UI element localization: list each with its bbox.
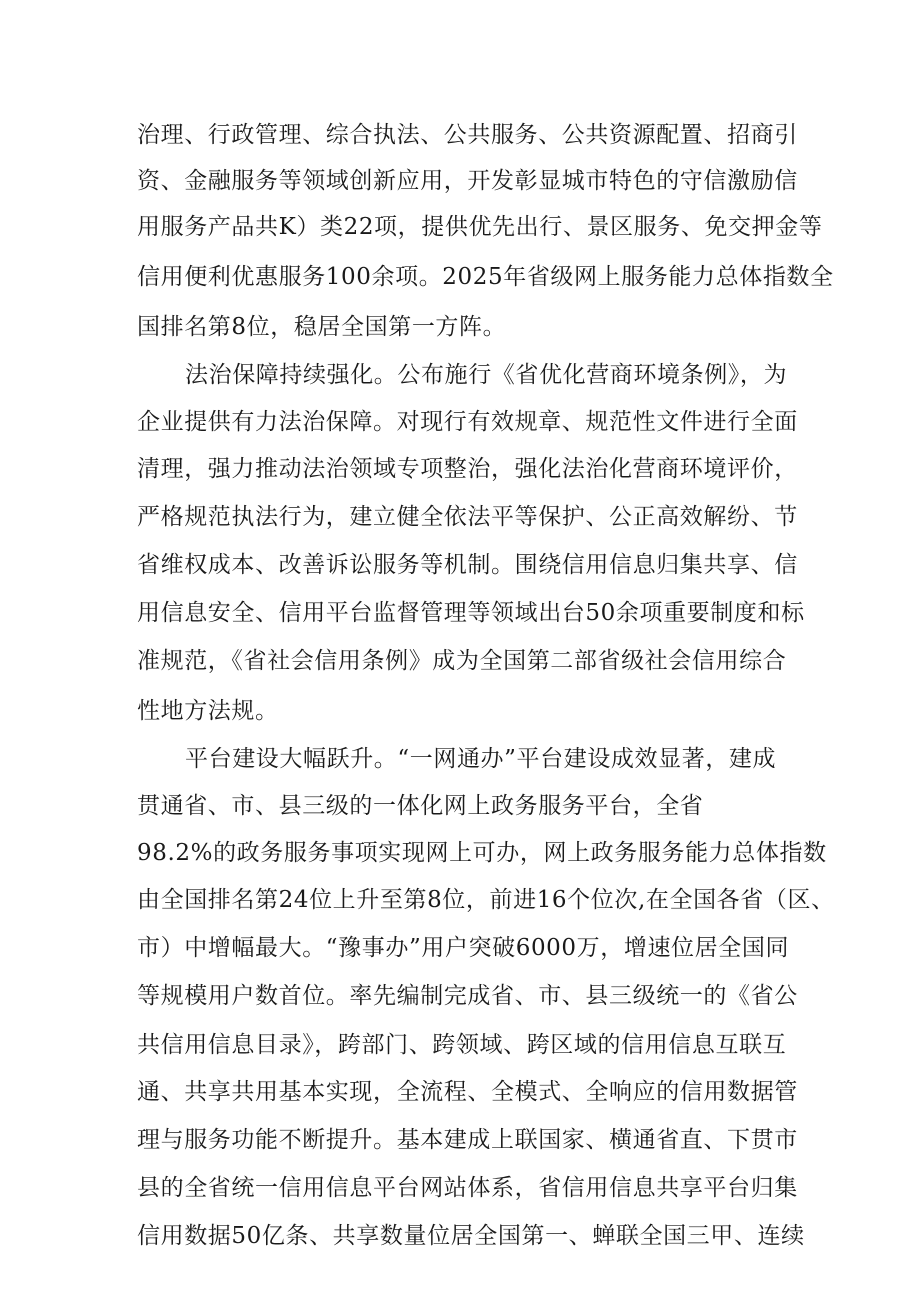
text-line: 资、金融服务等领域创新应用，开发彰显城市特色的守信激励信 <box>137 168 798 194</box>
text-line: 严格规范执法行为，建立健全依法平等保护、公正高效解纷、节 <box>137 504 798 530</box>
text-line: 市）中增幅最大。“豫事办”用户突破6000万，增速位居全国同 <box>137 935 790 961</box>
text-line: 治理、行政管理、综合执法、公共服务、公共资源配置、招商引 <box>137 122 798 148</box>
text-line: 用信息安全、信用平台监督管理等领域出台50余项重要制度和标 <box>137 600 805 626</box>
text-line: 平台建设大幅跃升。“一网通办”平台建设成效显著，建成 <box>185 746 777 772</box>
text-line: 贯通省、市、县三级的一体化网上政务服务平台，全省 <box>137 793 704 819</box>
text-line: 省维权成本、改善诉讼服务等机制。围绕信用信息归集共享、信 <box>137 552 798 578</box>
text-line: 县的全省统一信用信息平台网站体系，省信用信息共享平台归集 <box>137 1175 798 1201</box>
text-line: 理与服务功能不断提升。基本建成上联国家、横通省直、下贯市 <box>137 1127 798 1153</box>
text-line: 等规模用户数首位。率先编制完成省、市、县三级统一的《省公 <box>137 983 798 1009</box>
text-line: 法治保障持续强化。公布施行《省优化营商环境条例》，为 <box>185 362 788 388</box>
text-line: 准规范，《省社会信用条例》成为全国第二部省级社会信用综合 <box>137 648 787 674</box>
text-line: 信用数据50亿条、共享数量位居全国第一、蝉联全国三甲、连续 <box>137 1223 805 1249</box>
text-line: 由全国排名第24位上升至第8位，前进16个位次,在全国各省（区、 <box>137 887 835 913</box>
text-line: 用服务产品共K）类22项，提供优先出行、景区服务、免交押金等 <box>137 214 823 240</box>
text-line: 企业提供有力法治保障。对现行有效规章、规范性文件进行全面 <box>137 409 798 435</box>
text-line: 98.2%的政务服务事项实现网上可办，网上政务服务能力总体指数 <box>137 840 827 866</box>
text-line: 清理，强力推动法治领域专项整治，强化法治化营商环境评价， <box>137 456 798 482</box>
text-line: 通、共享共用基本实现，全流程、全模式、全响应的信用数据管 <box>137 1079 798 1105</box>
text-line: 性地方法规。 <box>137 698 279 724</box>
text-line: 信用便利优惠服务100余项。2025年省级网上服务能力总体指数全 <box>137 264 834 290</box>
text-line: 国排名第8位，稳居全国第一方阵。 <box>137 314 507 340</box>
text-line: 共信用信息目录》，跨部门、跨领域、跨区域的信用信息互联互 <box>137 1032 787 1058</box>
